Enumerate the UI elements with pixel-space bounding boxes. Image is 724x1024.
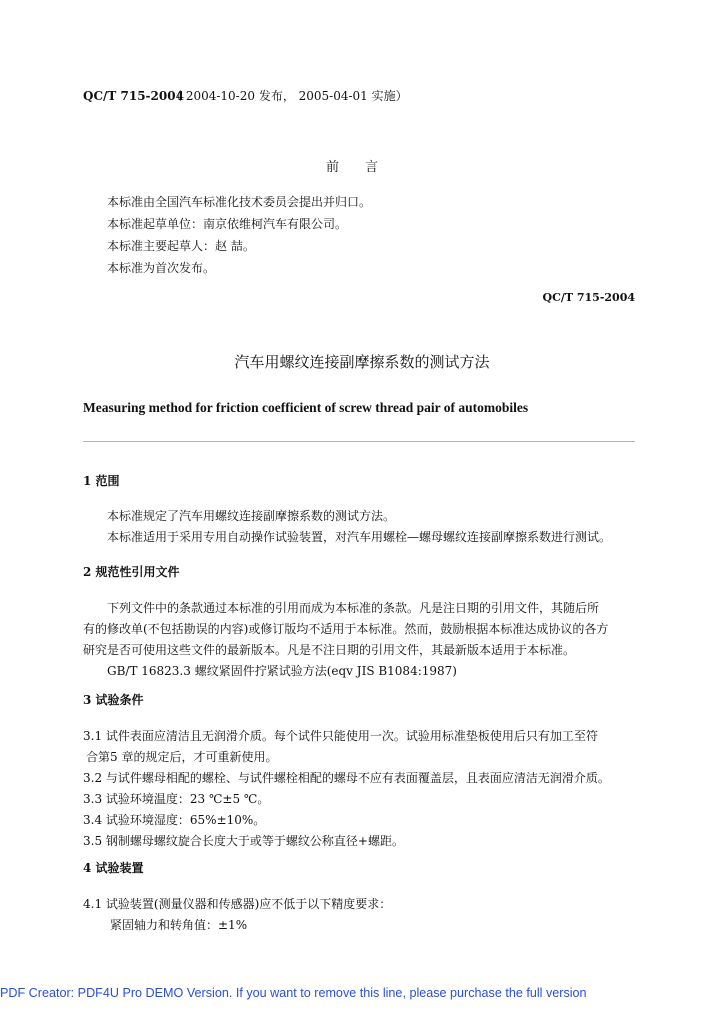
section-2-line: 有的修改单(不包括勘误的内容)或修订版均不适用于本标准。然而，鼓励根据本标准达成协议的各方	[83, 622, 609, 636]
section-4-line: 紧固轴力和转角值：±1%	[110, 918, 248, 932]
section-3-heading: 3 试验条件	[83, 693, 144, 707]
pdf-creator-footer: PDF Creator: PDF4U Pro DEMO Version. If you want to remove this line, please purchase the full version	[0, 986, 587, 1000]
preface-line: 本标准为首次发布。	[107, 261, 216, 275]
section-4-heading: 4 试验装置	[83, 861, 144, 875]
section-3-line: 3.4 试验环境湿度：65%±10%。	[83, 813, 266, 827]
publication-dates: （ 2004-10-20 发布， 2005-04-01 实施）	[170, 89, 408, 103]
preface-line: 本标准由全国汽车标准化技术委员会提出并归口。	[107, 195, 372, 209]
title-english: Measuring method for friction coefficient of screw thread pair of automobiles	[83, 400, 529, 415]
title-chinese: 汽车用螺纹连接副摩擦系数的测试方法	[234, 353, 490, 371]
section-3-line: 合第5 章的规定后，才可重新使用。	[86, 750, 278, 764]
section-2-reference: GB/T 16823.3 螺纹紧固件拧紧试验方法(eqv JIS B1084:1987)	[107, 664, 457, 678]
section-3-line: 3.3 试验环境温度：23 ℃±5 ℃。	[83, 792, 270, 806]
preface-heading: 前 言	[326, 160, 379, 175]
preface-line: 本标准主要起草人：赵 喆。	[107, 239, 255, 253]
section-3-line: 3.1 试件表面应清洁且无润滑介质。每个试件只能使用一次。试验用标准垫板使用后只有加工至符	[83, 729, 598, 743]
section-1-heading: 1 范围	[83, 474, 120, 488]
preface-line: 本标准起草单位：南京依维柯汽车有限公司。	[107, 217, 348, 231]
standard-code-header: QC/T 715-2004	[83, 89, 184, 103]
section-1-line: 本标准适用于采用专用自动操作试验装置，对汽车用螺栓—螺母螺纹连接副摩擦系数进行测试。	[107, 530, 612, 544]
section-3-line: 3.2 与试件螺母相配的螺栓、与试件螺栓相配的螺母不应有表面覆盖层，且表面应清洁无润滑介质。	[83, 771, 610, 785]
section-2-line: 下列文件中的条款通过本标准的引用而成为本标准的条款。凡是注日期的引用文件，其随后所	[107, 601, 600, 615]
section-3-line: 3.5 钢制螺母螺纹旋合长度大于或等于螺纹公称直径+螺距。	[83, 834, 404, 848]
section-4-line: 4.1 试验装置(测量仪器和传感器)应不低于以下精度要求：	[83, 897, 392, 911]
title-divider	[83, 441, 635, 442]
standard-code-right: QC/T 715-2004	[542, 291, 635, 304]
section-1-line: 本标准规定了汽车用螺纹连接副摩擦系数的测试方法。	[107, 509, 396, 523]
section-2-line: 研究是否可使用这些文件的最新版本。凡是不注日期的引用文件，其最新版本适用于本标准。	[83, 643, 576, 657]
section-2-heading: 2 规范性引用文件	[83, 565, 180, 579]
